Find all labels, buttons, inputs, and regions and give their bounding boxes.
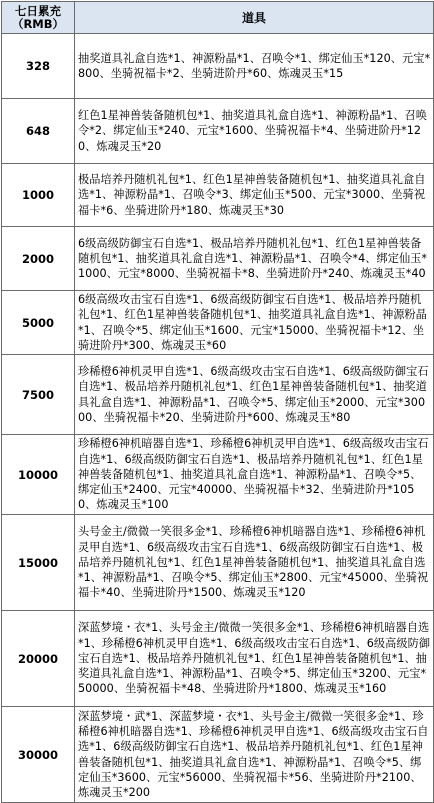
- table-row: [2, 164, 434, 227]
- table-row: [2, 611, 434, 707]
- amount-header-unit: （RMB）: [11, 16, 65, 31]
- amount-cell: 30000: [2, 707, 75, 803]
- amount-cell: 1000: [2, 164, 75, 227]
- items-cell: 红色1星神兽装备随机包*1、抽奖道具礼盒自选*1、神源粉晶*1、召唤令*2、绑定仙玉*240、元宝*1600、坐骑祝福卡*4、坐骑进阶丹*120、炼魂灵玉*20: [75, 99, 434, 164]
- items-cell: 抽奖道具礼盒自选*1、神源粉晶*1、召唤令*1、绑定仙玉*120、元宝*800、坐骑祝福卡*2、坐骑进阶丹*60、炼魂灵玉*15: [75, 34, 434, 99]
- table-row: [2, 515, 434, 611]
- items-cell: 珍稀橙6神机灵甲自选*1、6级高级攻击宝石自选*1、6级高级防御宝石自选*1、极品培养丹随机礼包*1、红色1星神兽装备随机包*1、抽奖道具礼盒自选*1、神源粉晶*1、召唤令*5、绑定仙玉*2000、元宝*30000、坐骑祝福卡*20、坐骑进阶丹*600、炼魂灵玉*80: [75, 355, 434, 435]
- items-cell: 深蓝梦境・武*1、深蓝梦境・衣*1、头号金主/微微一笑很多金*1、珍稀橙6神机暗器自选*1、珍稀橙6神机灵甲自选*1、6级高级攻击宝石自选*1、6级高级防御宝石自选*1、极品培养丹随机礼包*1、红色1星神兽装备随机包*1、抽奖道具礼盒自选*1、神源粉晶*1、召唤令*5、绑定仙玉*3600、元宝*56000、坐骑祝福卡*56、坐骑进阶丹*2100、炼魂灵玉*200: [75, 707, 434, 803]
- table-row: [2, 435, 434, 515]
- amount-cell: 5000: [2, 291, 75, 355]
- items-column-header: 道具: [75, 2, 434, 34]
- amount-cell: 328: [2, 34, 75, 99]
- amount-cell: 20000: [2, 611, 75, 707]
- table-row: [2, 227, 434, 291]
- table-row: [2, 707, 434, 803]
- table-row: [2, 355, 434, 435]
- items-cell: 珍稀橙6神机暗器自选*1、珍稀橙6神机灵甲自选*1、6级高级攻击宝石自选*1、6级高级防御宝石自选*1、极品培养丹随机礼包*1、红色1星神兽装备随机包*1、抽奖道具礼盒自选*1、神源粉晶*1、召唤令*5、绑定仙玉*2400、元宝*40000、坐骑祝福卡*32、坐骑进阶丹*1050、炼魂灵玉*100: [75, 435, 434, 515]
- items-cell: 极品培养丹随机礼包*1、红色1星神兽装备随机包*1、抽奖道具礼盒自选*1、神源粉晶*1、召唤令*3、绑定仙玉*500、元宝*3000、坐骑祝福卡*6、坐骑进阶丹*180、炼魂灵玉*30: [75, 164, 434, 227]
- amount-cell: 15000: [2, 515, 75, 611]
- items-cell: 深蓝梦境・衣*1、头号金主/微微一笑很多金*1、珍稀橙6神机暗器自选*1、珍稀橙6神机灵甲自选*1、6级高级攻击宝石自选*1、6级高级防御宝石自选*1、极品培养丹随机礼包*1、红色1星神兽装备随机包*1、抽奖道具礼盒自选*1、神源粉晶*1、召唤令*5、绑定仙玉*3200、元宝*50000、坐骑祝福卡*48、坐骑进阶丹*1800、炼魂灵玉*160: [75, 611, 434, 707]
- reward-table: [1, 1, 434, 803]
- table-header-row: [2, 2, 434, 34]
- amount-cell: 648: [2, 99, 75, 164]
- table-row: [2, 34, 434, 99]
- items-cell: 头号金主/微微一笑很多金*1、珍稀橙6神机暗器自选*1、珍稀橙6神机灵甲自选*1、6级高级攻击宝石自选*1、6级高级防御宝石自选*1、极品培养丹随机礼包*1、红色1星神兽装备随机包*1、抽奖道具礼盒自选*1、神源粉晶*1、召唤令*5、绑定仙玉*2800、元宝*45000、坐骑祝福卡*40、坐骑进阶丹*1500、炼魂灵玉*120: [75, 515, 434, 611]
- table-row: [2, 99, 434, 164]
- amount-header-title: 七日累充: [15, 3, 61, 18]
- items-cell: 6级高级防御宝石自选*1、极品培养丹随机礼包*1、红色1星神兽装备随机包*1、抽奖道具礼盒自选*1、神源粉晶*1、召唤令*4、绑定仙玉*1000、元宝*8000、坐骑祝福卡*8、坐骑进阶丹*240、炼魂灵玉*40: [75, 227, 434, 291]
- amount-cell: 10000: [2, 435, 75, 515]
- amount-cell: 7500: [2, 355, 75, 435]
- reward-table-container: [1, 1, 433, 803]
- amount-column-header: [2, 2, 75, 34]
- items-cell: 6级高级攻击宝石自选*1、6级高级防御宝石自选*1、极品培养丹随机礼包*1、红色1星神兽装备随机包*1、抽奖道具礼盒自选*1、神源粉晶*1、召唤令*5、绑定仙玉*1600、元宝*15000、坐骑祝福卡*12、坐骑进阶丹*300、炼魂灵玉*60: [75, 291, 434, 355]
- amount-cell: 2000: [2, 227, 75, 291]
- table-row: [2, 291, 434, 355]
